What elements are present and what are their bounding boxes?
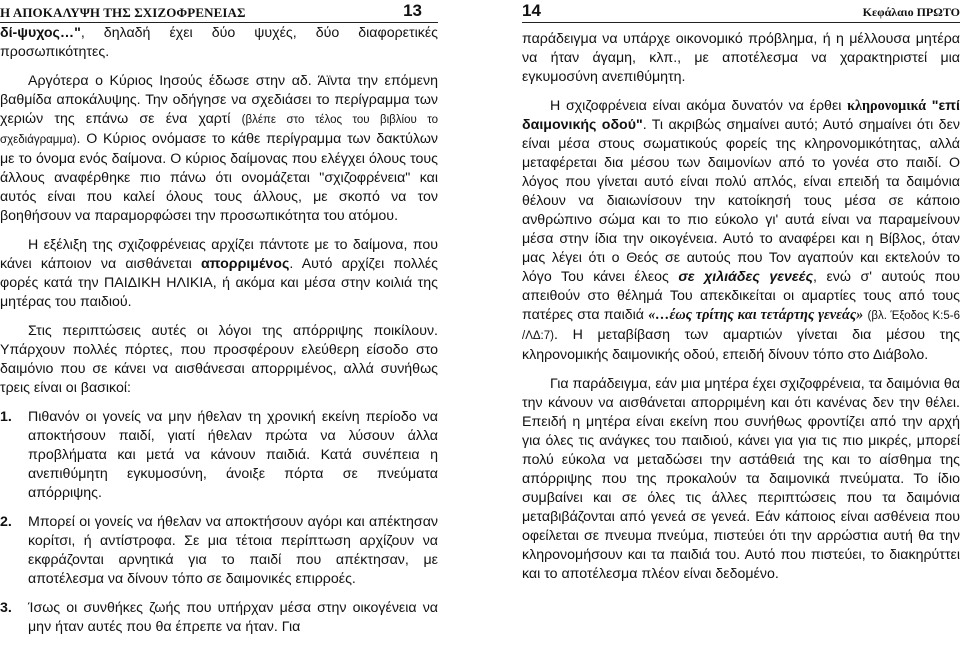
text-run: . Η μεταβίβαση των αμαρτιών γίνεται δια μέσου της κληρονομικής δαιμονικής οδού, επειδή δίνουν τόπο στο Διάβολο. — [522, 327, 960, 363]
text-run: Αργότερα ο Κύριος Ιησούς έδωσε στην αδ. Άϊντα την επόμενη βαθμίδα αποκάλυψης. Την οδήγησε να σχεδιάσει το περίγραμμα των χεριών της επάνω σε ένα χαρτί — [0, 73, 438, 127]
bold-italic-quote: «…έως τρίτης και τετάρτης γενεάς» — [648, 307, 864, 323]
bold-text: δί-ψυχος…" — [0, 25, 81, 41]
list-item — [0, 513, 438, 589]
bold-text: "επί δαιμονικής οδού" — [522, 98, 960, 133]
list-text: Μπορεί οι γονείς να ήθελαν να αποκτήσουν αγόρι και απέκτησαν κορίτσι, ή αντίστροφα. Σε μια τέτοια περίπτωση αρχίζουν να εκφράζονται αρνητικά για το παιδί που απέκτησαν, με αποτέλεσμα να δίνουν τόπο σε δαιμονικές επιρροές. — [28, 514, 438, 587]
running-title: Η ΑΠΟΚΑΛΥΨΗ ΤΗΣ ΣΧΙΖΟΦΡΕΝΕΙΑΣ — [0, 5, 246, 20]
list-text: Πιθανόν οι γονείς να μην ήθελαν τη χρονική εκείνη περίοδο να αποκτήσουν παιδί, γιατί ήθελαν πρώτα να λύσουν άλλα προβλήματα και μετά να κάνουν παιδιά. Κατά συνέπεια η ανεπιθύμητη εγκυμοσύνη, άνοιξε πόρτα σε πνεύματα απόρριψης. — [28, 409, 438, 501]
page-number: 14 — [522, 1, 541, 20]
paragraph: Στις περιπτώσεις αυτές οι λόγοι της απόρριψης ποικίλουν. Υπάρχουν πολλές πόρτες, που προσφέρουν ελεύθερη είσοδο στο δαιμόνιο που σε κάνει να αισθάνεσαι απορριμένος, αλλά συνήθως τρεις είναι οι βασικοί: — [0, 323, 438, 396]
right-page-header — [522, 0, 960, 23]
paragraph — [0, 24, 438, 62]
text-run: Η σχιζοφρένεια είναι ακόμα δυνατόν να έρθει — [550, 98, 848, 114]
list-item — [0, 599, 438, 637]
paragraph: Για παράδειγμα, εάν μια μητέρα έχει σχιζοφρένεια, τα δαιμόνια θα την κάνουν να αισθάνεται απορριμένη και ότι κανένας δεν την θέλει. Επειδή η μητέρα είναι εκείνη που συνήθως φροντίζει από την αρχή για όλες τις ανάγκες του παιδιού, κάνει για για τις πιο μικρές, μπορεί πολύ εύκολα να μεταδώσει την αστάθειά της και το αίσθημα της απόρριψης που της προκαλούν τα δαιμονικά πνεύματα. Το ίδιο συμβαίνει και σε όλες τις άλλες περιπτώσεις που τα δαιμόνια μεταβιβάζονται από γενεά σε γενεά. Εάν κάποιος είναι ασθένεια που οφείλεται σε πνευμα πνεύμα, πιστεύει ότι την αρρώστια αυτή θα την κληρονομήσουν και τα παιδιά του. Αυτό που πιστεύει, το διακηρύττει και το αποτέλεσμα πλέον είναι δεδομένο. — [522, 376, 960, 582]
paragraph — [522, 97, 960, 365]
bold-text: απορριμένος — [200, 256, 290, 272]
right-page — [522, 0, 960, 670]
small-note: (βλέπε στο τέλος του βιβλίου το σχεδιάγραμμα) — [0, 114, 438, 146]
text-run: Η εξέλιξη της σχιζοφρένειας αρχίζει πάντοτε με το δαίμονα, που κάνει κάποιον να αισθάνεται — [0, 237, 438, 272]
left-page-body — [0, 24, 438, 647]
text-run: , δηλαδή έχει δύο ψυχές, δύο διαφορετικές προσωπικότητες. — [0, 25, 438, 60]
chapter-title: Κεφάλαιο ΠΡΩΤΟ — [862, 5, 960, 19]
bold-italic-text: σε χιλιάδες γενεές — [678, 269, 814, 285]
list-text: Ίσως οι συνθήκες ζωής που υπήρχαν μέσα στην οικογένεια να μην ήταν αυτές που θα έπρεπε να ήταν. Για — [28, 600, 438, 635]
bible-reference: (βλ. Έξοδος Κ:5-6 /ΛΔ:7) — [522, 310, 960, 342]
list-number: 3. — [0, 600, 12, 616]
bold-text: κληρονομικά — [847, 98, 926, 114]
paragraph — [0, 72, 438, 226]
left-page — [0, 0, 438, 670]
text-run: . Τι ακριβώς σημαίνει αυτό; Αυτό σημαίνει ότι δεν είναι μέσα στους σωματικούς φορείς της κληρονομικότητας, αλλά μεταφέρεται δια μέσου των δαιμονίων από το γονέα στο παιδί. Ο λόγος που γίνεται αυτό είναι πολύ απλός, είναι επειδή τα δαιμόνια θέλουν να διαιωνίσουν την κατοίκησή τους μέσα σε κάποιο ανθρώπινο σώμα και το πιο εύκολο γι' αυτά είναι να παραμείνουν μέσα στην ίδια την οικογένεια. Αυτό το αναφέρει και η Βίβλος, όταν μας λέγει ότι ο Θεός σε αυτούς που Τον αγαπούν και εκτελούν το λόγο Του κάνει έλεος — [522, 117, 960, 285]
text-run: . Ο Κύριος ονόμασε το κάθε περίγραμμα των δακτύλων με το όνομα ενός δαίμονα. Ο κύριος δαίμονας που ελέγχει όλους τους άλλους αναφέρθηκε πιο πάνω ότι ονομάζεται "σχιζοφρένεια" και αυτός είναι που καλεί όλους τους άλλους, με σκοπό να τον βοηθήσουν να παραμορφώσει την προσωπικότητα του ατόμου. — [0, 131, 438, 224]
text-run: , ενώ σ' αυτούς που απειθούν στο θέλημά Του απεκδικείται οι αμαρτίες τους από τους πατέρες στα παιδιά — [522, 269, 960, 323]
text-run: . Αυτό αρχίζει πολλές φορές κατά την ΠΑΙΔΙΚΗ ΗΛΙΚΙΑ, ή ακόμα και μέσα στην κοιλιά της μητέρας του παιδιού. — [0, 256, 438, 310]
list-number: 1. — [0, 409, 12, 425]
list-item — [0, 408, 438, 503]
page-number: 13 — [403, 1, 422, 20]
list-number: 2. — [0, 514, 12, 530]
left-page-header — [0, 0, 438, 23]
paragraph — [0, 236, 438, 312]
right-page-body — [522, 30, 960, 594]
paragraph: παράδειγμα να υπάρχε οικονομικό πρόβλημα, ή η μέλλουσα μητέρα να ήταν άγαμη, κλπ., με αποτέλεσμα να χαρακτηριστεί μια εγκυμοσύνη ανεπιθύμητη. — [522, 31, 960, 85]
